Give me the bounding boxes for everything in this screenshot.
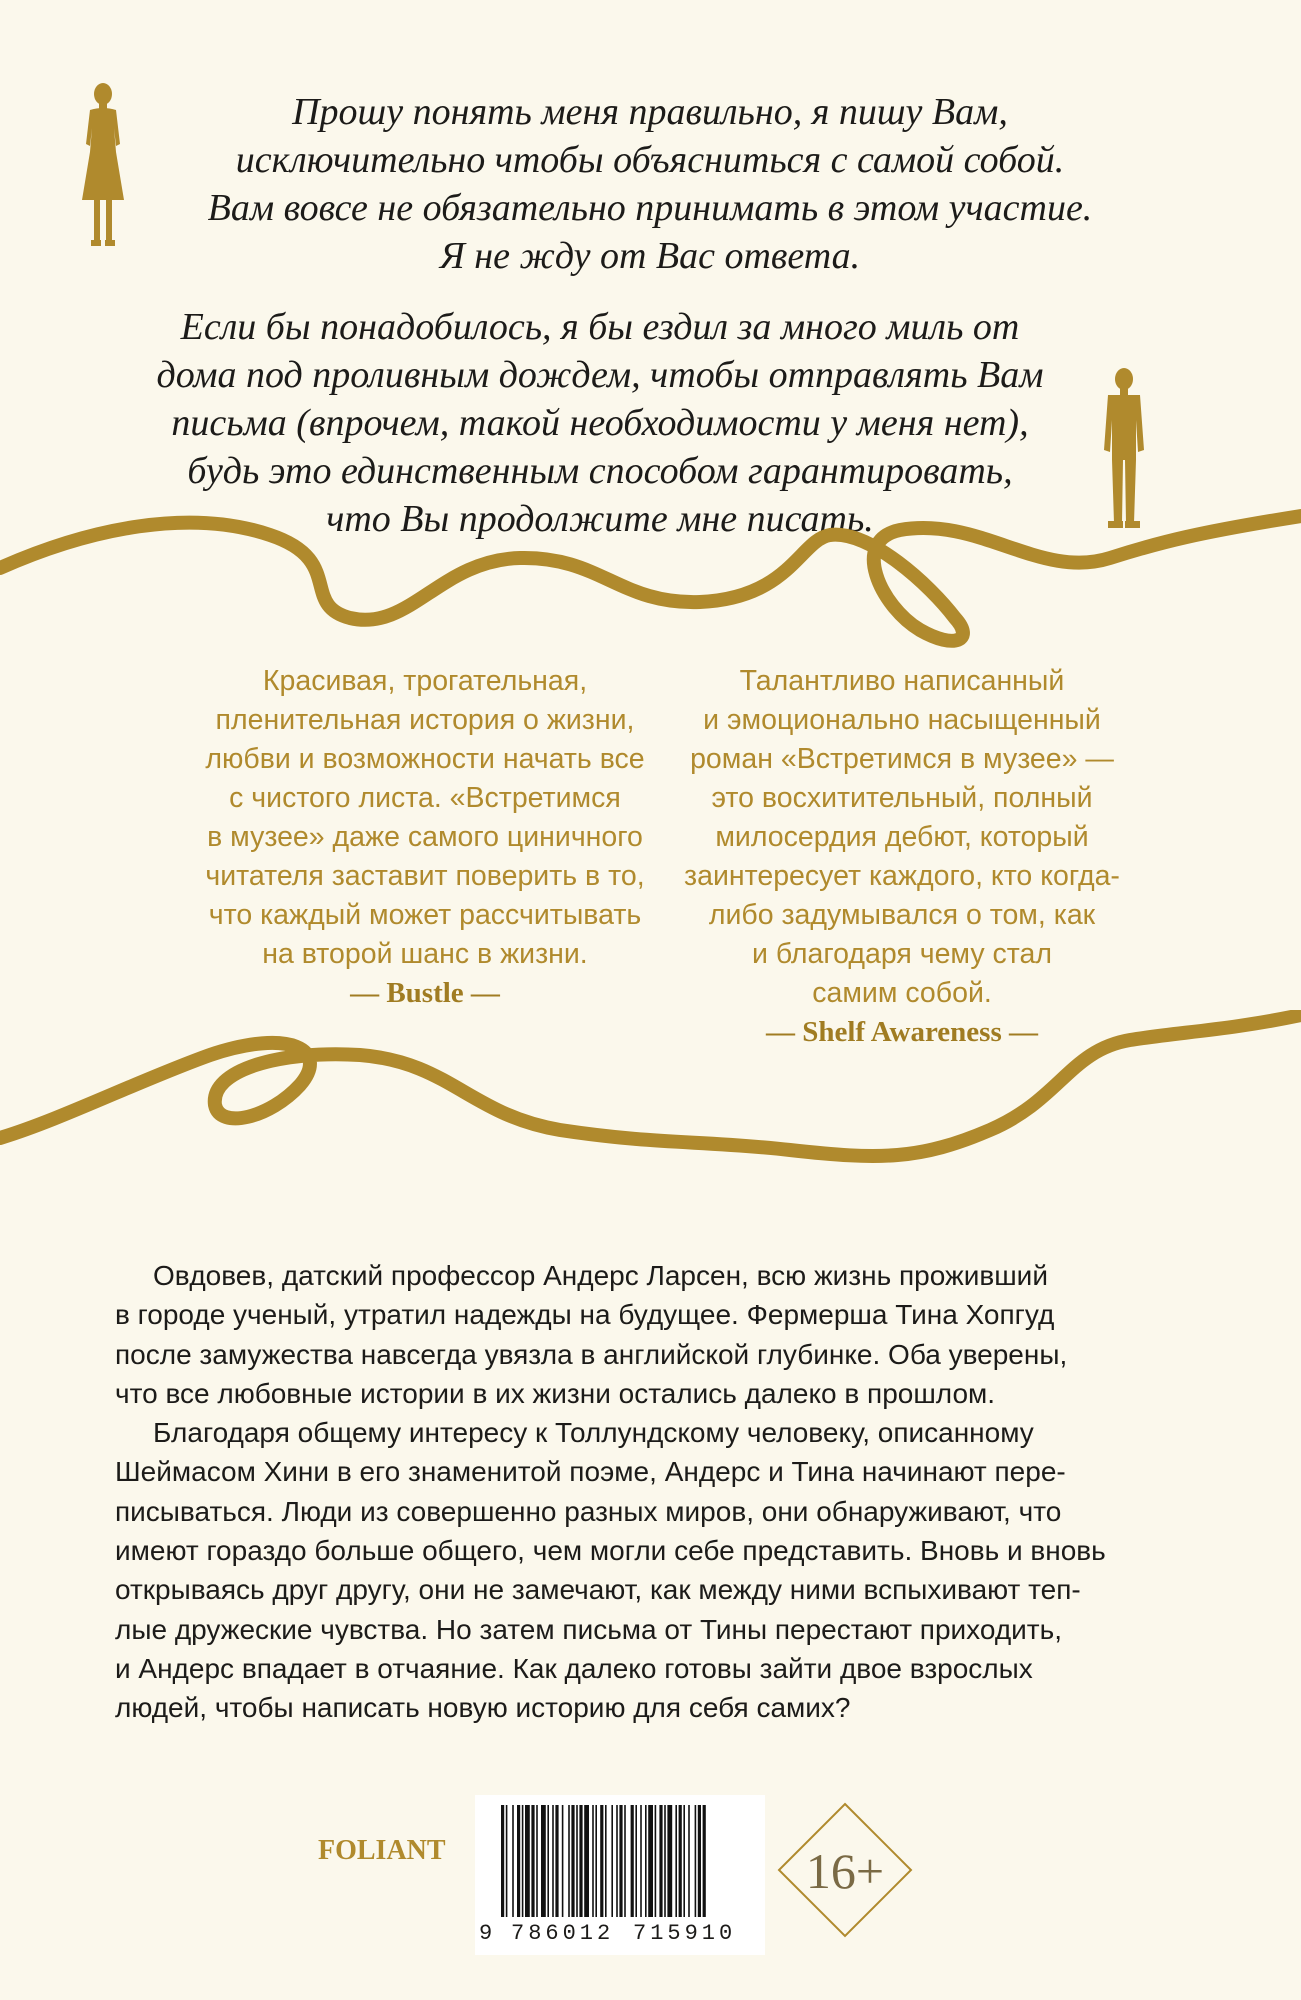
- annotation: [115, 1256, 1185, 1728]
- annotation-line: имеют гораздо больше общего, чем могли себе представить. Вновь и вновь: [115, 1535, 1106, 1567]
- review-left-source: — Bustle —: [350, 977, 500, 1009]
- barcode-bar: [703, 1805, 706, 1917]
- age-rating-text: 16+: [805, 1843, 885, 1899]
- isbn-group1: 786012: [511, 1921, 615, 1946]
- annotation-line: в городе ученый, утратил надежды на будущее. Фермерша Тина Хопгуд: [115, 1299, 1055, 1331]
- isbn-barcode: [475, 1795, 765, 1955]
- publisher-logo: [318, 1835, 446, 1867]
- barcode-bar: [648, 1805, 653, 1917]
- annotation-line: Благодаря общему интересу к Толлундскому человеку, описанному: [153, 1417, 1034, 1449]
- quote-him-line: будь это единственным способом гарантировать,: [187, 450, 1013, 492]
- barcode-bar: [568, 1805, 570, 1917]
- review-right-line: роман «Встретимся в музее» —: [690, 743, 1114, 775]
- annotation-line: людей, чтобы написать новую историю для себя самих?: [115, 1692, 851, 1724]
- barcode-bar: [683, 1805, 685, 1917]
- review-right-line: и эмоционально насыщенный: [703, 704, 1101, 736]
- barcode-bar: [675, 1805, 677, 1917]
- barcode-bar: [698, 1805, 701, 1917]
- isbn-group2: 715910: [633, 1921, 737, 1946]
- annotation-line: что все любовные истории в их жизни остались далеко в прошлом.: [115, 1377, 996, 1409]
- quote-him-line: письма (впрочем, такой необходимости у меня нет),: [171, 402, 1029, 444]
- age-rating-badge: [775, 1800, 915, 1940]
- barcode-bar: [611, 1805, 613, 1917]
- review-right-line: либо задумывался о том, как: [708, 899, 1096, 931]
- review-left-line: в музее» даже самого циничного: [207, 821, 643, 853]
- barcode-bar: [664, 1805, 666, 1917]
- review-left-line: пленительная история о жизни,: [215, 704, 635, 736]
- review-left-line: с чистого листа. «Встретимся: [229, 782, 621, 814]
- review-left-line: любви и возможности начать все: [205, 743, 645, 775]
- barcode-bar: [605, 1805, 607, 1917]
- publisher-logo-text: FOLIANT: [318, 1835, 446, 1866]
- barcode-bar: [522, 1805, 524, 1917]
- review-right-source: — Shelf Awareness —: [765, 1016, 1039, 1048]
- barcode-bar: [616, 1805, 618, 1917]
- quote-him-line: Если бы понадобилось, я бы ездил за много миль от: [180, 306, 1020, 348]
- barcode-bar: [640, 1805, 642, 1917]
- barcode-bar: [571, 1805, 574, 1917]
- annotation-line: писываться. Люди из совершенно разных миров, они обнаруживают, что: [115, 1495, 1062, 1527]
- review-left: [165, 662, 685, 1013]
- barcode-bar: [624, 1805, 626, 1917]
- review-right-line: это восхитительный, полный: [711, 782, 1093, 814]
- ribbon-divider-top: [0, 500, 1301, 660]
- barcode-bar: [655, 1805, 657, 1917]
- barcode-bar: [506, 1805, 508, 1917]
- quote-her-line: Я не жду от Вас ответа.: [439, 235, 861, 277]
- barcode-bar: [600, 1805, 603, 1917]
- barcode-bar: [541, 1805, 546, 1917]
- review-right-line: и благодаря чему стал: [752, 938, 1052, 970]
- quote-her-line: исключительно чтобы объясниться с самой собой.: [235, 139, 1065, 181]
- barcode-bar: [592, 1805, 594, 1917]
- barcode-bar: [517, 1805, 520, 1917]
- annotation-line: лые дружеские чувства. Но затем письма от Тины перестают приходить,: [115, 1613, 1062, 1645]
- annotation-line: открываясь друг другу, они не замечают, как между ними вспыхивают теп-: [115, 1574, 1081, 1606]
- barcode-bar: [645, 1805, 647, 1917]
- barcode-bar: [512, 1805, 514, 1917]
- barcode-bar: [695, 1805, 697, 1917]
- quote-him-line: что Вы продолжите мне писать.: [326, 498, 874, 540]
- barcode-bar: [536, 1805, 538, 1917]
- ribbon-divider-bottom: [0, 1010, 1301, 1180]
- isbn-first-digit: 9: [479, 1921, 493, 1946]
- quote-her-line: Вам вовсе не обязательно принимать в этом участие.: [207, 187, 1093, 229]
- barcode-bar: [579, 1805, 582, 1917]
- barcode-bar: [659, 1805, 662, 1917]
- review-left-line: на второй шанс в жизни.: [262, 938, 588, 970]
- barcode-bar: [525, 1805, 530, 1917]
- review-right-line: самим собой.: [812, 977, 992, 1009]
- annotation-line: Овдовев, датский профессор Андерс Ларсен, всю жизнь проживший: [153, 1260, 1048, 1291]
- barcode-bar: [635, 1805, 637, 1917]
- quote-her-line: Прошу понять меня правильно, я пишу Вам,: [292, 91, 1008, 133]
- barcode-bar: [619, 1805, 622, 1917]
- barcode-bar: [555, 1805, 558, 1917]
- barcode-bar: [688, 1805, 690, 1917]
- barcode-bar: [562, 1805, 564, 1917]
- barcode-bar: [576, 1805, 578, 1917]
- annotation-line: и Андерс впадает в отчаяние. Как далеко готовы зайти двое взрослых: [115, 1652, 1033, 1684]
- barcode-bar: [531, 1805, 534, 1917]
- barcode-bar: [584, 1805, 589, 1917]
- review-left-line: что каждый может рассчитывать: [208, 899, 642, 931]
- annotation-line: после замужества навсегда увязла в английской глубинке. Оба уверены,: [115, 1338, 1068, 1370]
- review-right-line: заинтересует каждого, кто когда-: [684, 860, 1120, 892]
- review-right-line: милосердия дебют, который: [715, 821, 1089, 853]
- quote-him-line: дома под проливным дождем, чтобы отправлять Вам: [156, 354, 1044, 396]
- barcode-bar: [595, 1805, 597, 1917]
- review-left-line: читателя заставит поверить в то,: [205, 860, 645, 892]
- barcode-bar: [631, 1805, 634, 1917]
- barcode-bar: [547, 1805, 549, 1917]
- barcode-bar: [501, 1805, 504, 1917]
- quote-her: [110, 88, 1190, 280]
- annotation-line: Шеймасом Хини в его знаменитой поэме, Андерс и Тина начинают пере-: [115, 1456, 1066, 1488]
- barcode-bar: [552, 1805, 554, 1917]
- review-right: [642, 662, 1162, 1052]
- barcode-bar: [667, 1805, 672, 1917]
- barcode-bar: [679, 1805, 682, 1917]
- review-left-line: Красивая, трогательная,: [262, 665, 588, 697]
- review-right-line: Талантливо написанный: [739, 665, 1065, 697]
